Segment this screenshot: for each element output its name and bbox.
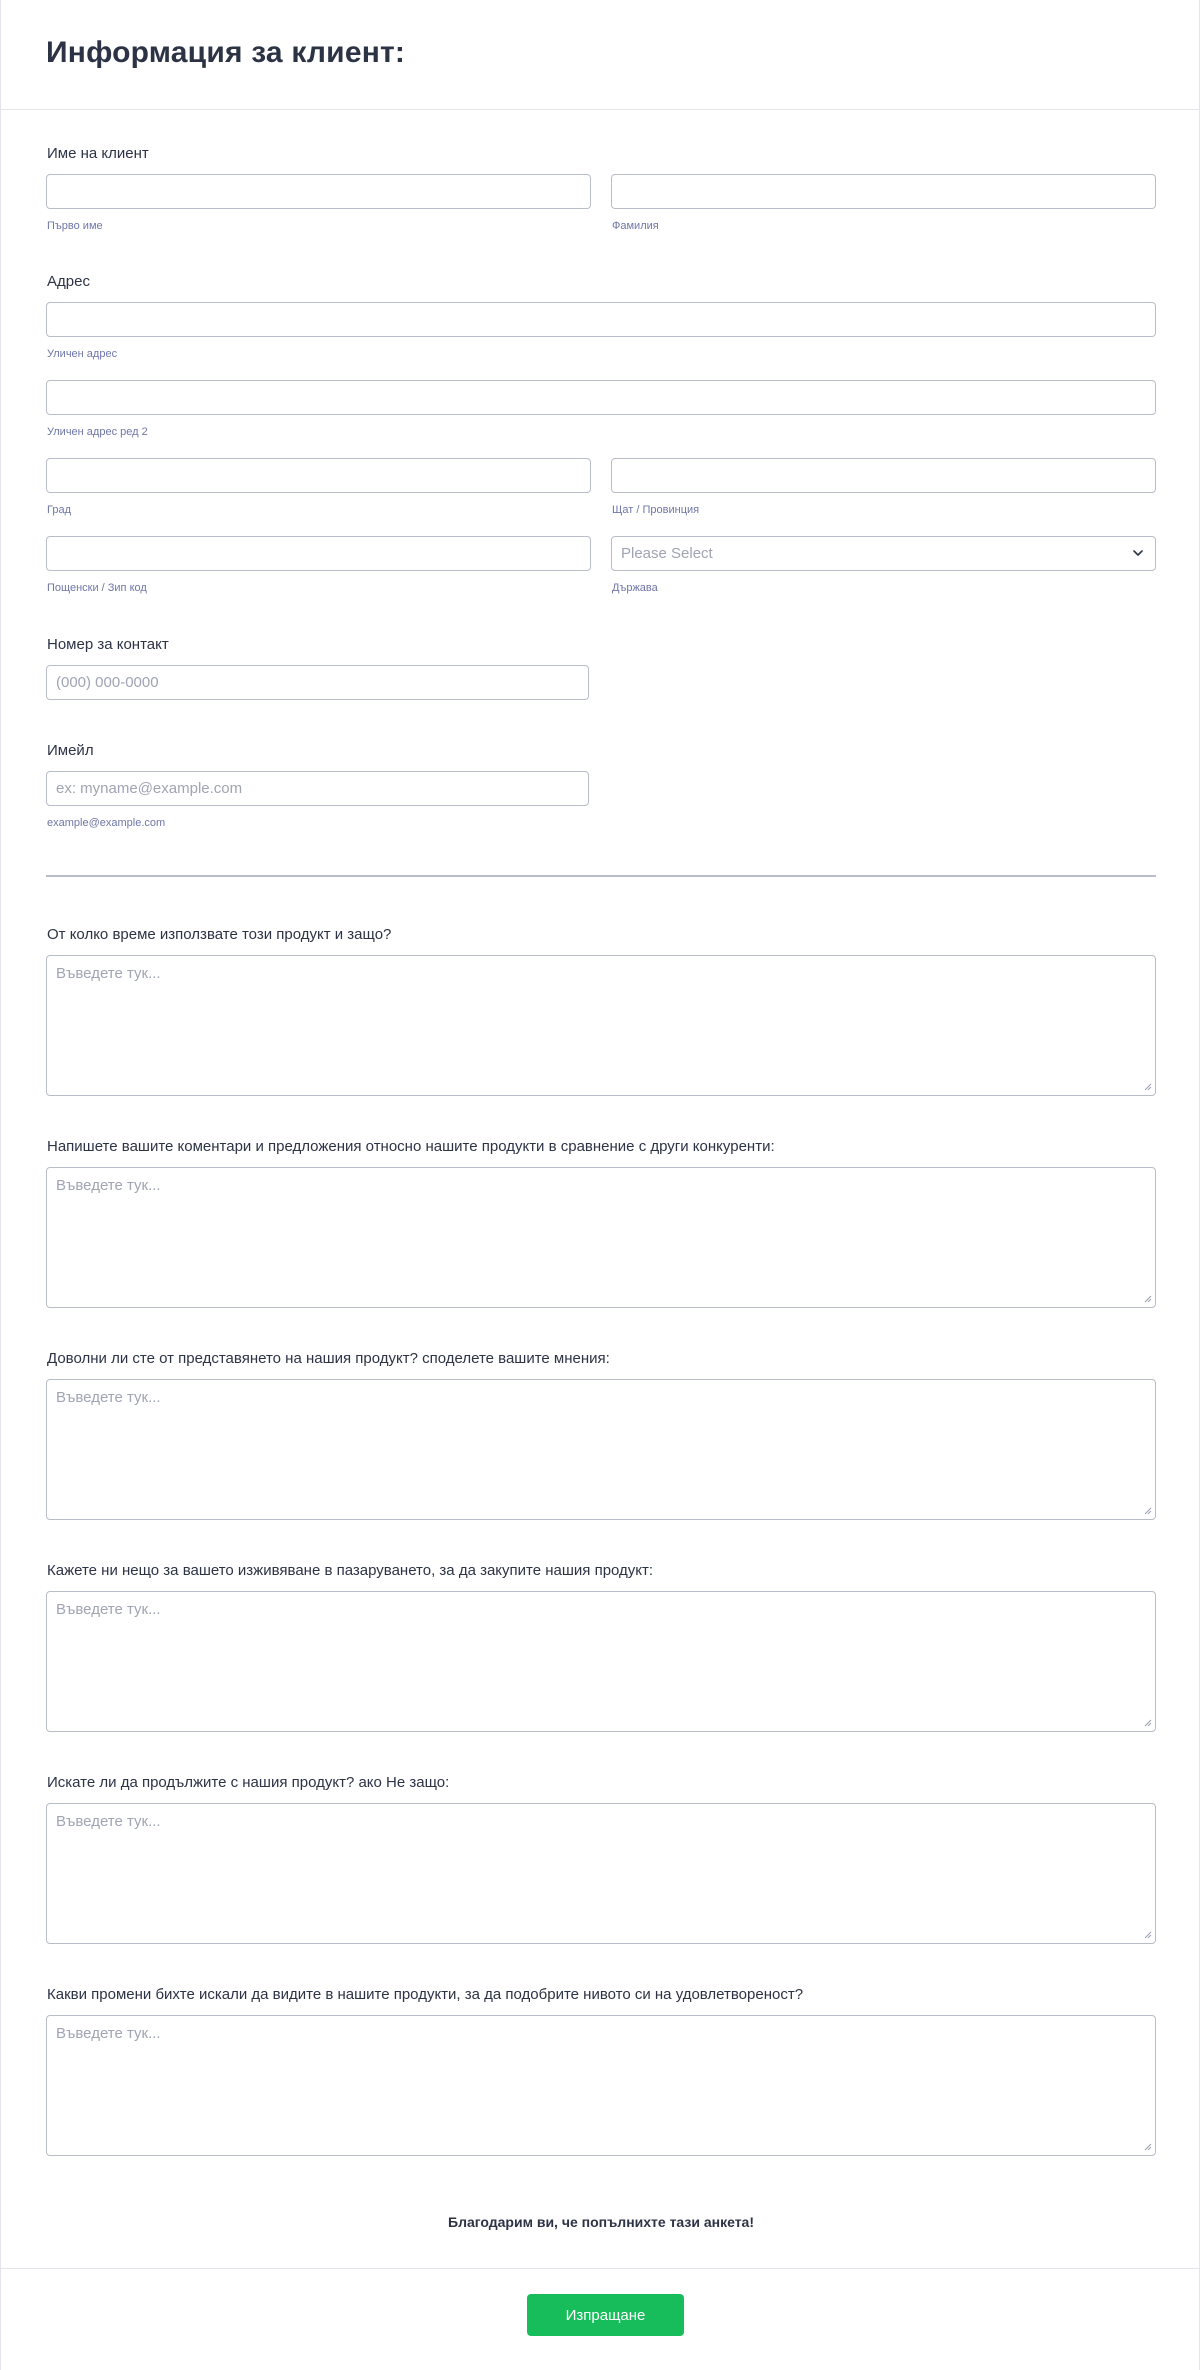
city-input[interactable] (46, 458, 591, 493)
street-address-input[interactable] (46, 302, 1156, 337)
resize-grip-icon[interactable] (1144, 1719, 1152, 1727)
form-footer (1, 2268, 1200, 2370)
first-name-sublabel: Първо име (47, 220, 103, 232)
question-5-label: Искате ли да продължите с нашия продукт? ако Не защо: (47, 1774, 450, 1791)
question-6-label: Какви промени бихте искали да видите в нашите продукти, за да подобрите нивото си на удовлетвореност? (47, 1986, 804, 2003)
question-1-label: От колко време използвате този продукт и защо? (47, 926, 392, 943)
resize-grip-icon[interactable] (1144, 1931, 1152, 1939)
country-sublabel: Държава (612, 582, 658, 594)
email-label: Имейл (47, 742, 94, 759)
question-3-label: Доволни ли сте от представянето на нашия продукт? споделете вашите мнения: (47, 1350, 610, 1367)
resize-grip-icon[interactable] (1144, 1507, 1152, 1515)
question-4-textarea[interactable] (46, 1591, 1156, 1732)
question-4-label: Кажете ни нещо за вашето изживяване в пазаруването, за да закупите нашия продукт: (47, 1562, 654, 1579)
country-select-value: Please Select (621, 545, 713, 562)
question-6-textarea[interactable] (46, 2015, 1156, 2156)
zip-code-input[interactable] (46, 536, 591, 571)
question-2-label: Напишете вашите коментари и предложения относно нашите продукти в сравнение с други конкуренти: (47, 1138, 775, 1155)
phone-label: Номер за контакт (47, 636, 169, 653)
question-3-textarea[interactable] (46, 1379, 1156, 1520)
state-input[interactable] (611, 458, 1156, 493)
zip-code-sublabel: Пощенски / Зип код (47, 582, 147, 594)
question-1-textarea[interactable] (46, 955, 1156, 1096)
street-address-sublabel: Уличен адрес (47, 348, 118, 360)
form-header (1, 0, 1200, 110)
email-sublabel: example@example.com (47, 817, 166, 829)
question-2-textarea[interactable] (46, 1167, 1156, 1308)
resize-grip-icon[interactable] (1144, 1295, 1152, 1303)
resize-grip-icon[interactable] (1144, 1083, 1152, 1091)
chevron-down-icon (1131, 546, 1145, 560)
question-5-textarea[interactable] (46, 1803, 1156, 1944)
email-input[interactable] (46, 771, 589, 806)
state-sublabel: Щат / Провинция (612, 504, 700, 516)
first-name-input[interactable] (46, 174, 591, 209)
resize-grip-icon[interactable] (1144, 2143, 1152, 2151)
street-address-line2-input[interactable] (46, 380, 1156, 415)
section-divider (46, 875, 1156, 877)
phone-input[interactable] (46, 665, 589, 700)
page-title: Информация за клиент: (46, 36, 406, 69)
thank-you-text: Благодарим ви, че попълнихте тази анкета! (448, 2214, 754, 2230)
last-name-sublabel: Фамилия (612, 220, 659, 232)
client-name-label: Име на клиент (47, 145, 149, 162)
last-name-input[interactable] (611, 174, 1156, 209)
submit-button[interactable]: Изпращане (527, 2294, 684, 2336)
city-sublabel: Град (47, 504, 71, 516)
address-label: Адрес (47, 273, 90, 290)
country-select[interactable] (611, 536, 1156, 571)
street-address-line2-sublabel: Уличен адрес ред 2 (47, 426, 148, 438)
